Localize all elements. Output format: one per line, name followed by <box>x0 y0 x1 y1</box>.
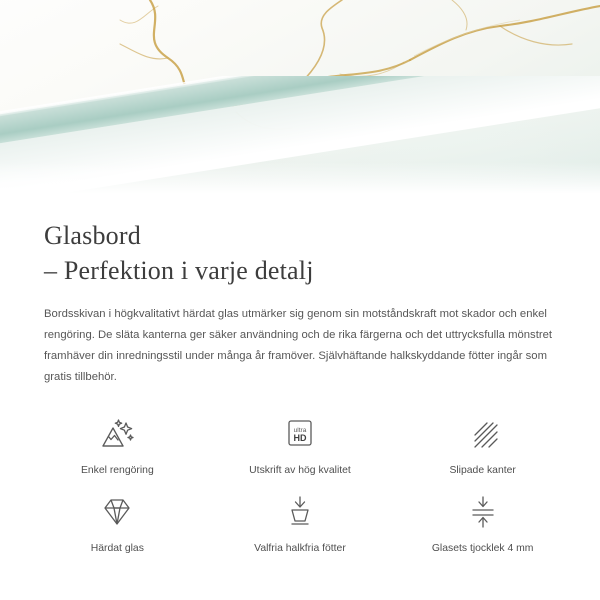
feature-label: Glasets tjocklek 4 mm <box>431 543 534 554</box>
feature-item-glass-thickness <box>391 492 574 556</box>
page-title <box>44 218 556 288</box>
sparkle-cloth-icon <box>97 414 137 454</box>
feature-item-tempered-glass <box>26 492 209 556</box>
feature-label: Härdat glas <box>90 543 144 554</box>
feature-label: Valfria halkfria fötter <box>254 543 346 554</box>
feature-label: Utskrift av hög kvalitet <box>249 465 351 476</box>
feature-item-polished-edges <box>391 414 574 478</box>
diagonal-lines-icon <box>463 414 503 454</box>
thickness-arrows-icon <box>463 492 503 532</box>
page-title-line-2: – Perfektion i varje detalj <box>44 256 314 285</box>
product-description-text: Bordsskivan i högkvalitativt härdat glas utmärker sig genom sin motståndskraft mot skador och enkel rengöring. De släta kanterna ger säker användning och de rika färgerna och det uttrycksfulla mönstret framhäver din inredningsstil under många år framöver. Självhäftande halkskyddande fötter ingår som gratis tillbehör. <box>44 308 553 383</box>
feature-item-print-quality <box>209 414 392 478</box>
hero-image <box>0 0 600 196</box>
svg-text:ultra: ultra <box>293 427 307 434</box>
feature-grid <box>0 414 600 556</box>
non-slip-foot-icon <box>280 492 320 532</box>
diamond-icon <box>97 492 137 532</box>
page-title-line-1: Glasbord <box>44 221 141 250</box>
feature-label: Slipade kanter <box>449 465 516 476</box>
hero-bottom-fade <box>0 162 600 196</box>
content-block <box>0 196 600 388</box>
svg-text:HD: HD <box>293 433 307 443</box>
ultra-hd-icon <box>280 414 320 454</box>
feature-item-easy-cleaning <box>26 414 209 478</box>
feature-label: Enkel rengöring <box>80 465 154 476</box>
feature-item-non-slip-feet <box>209 492 392 556</box>
